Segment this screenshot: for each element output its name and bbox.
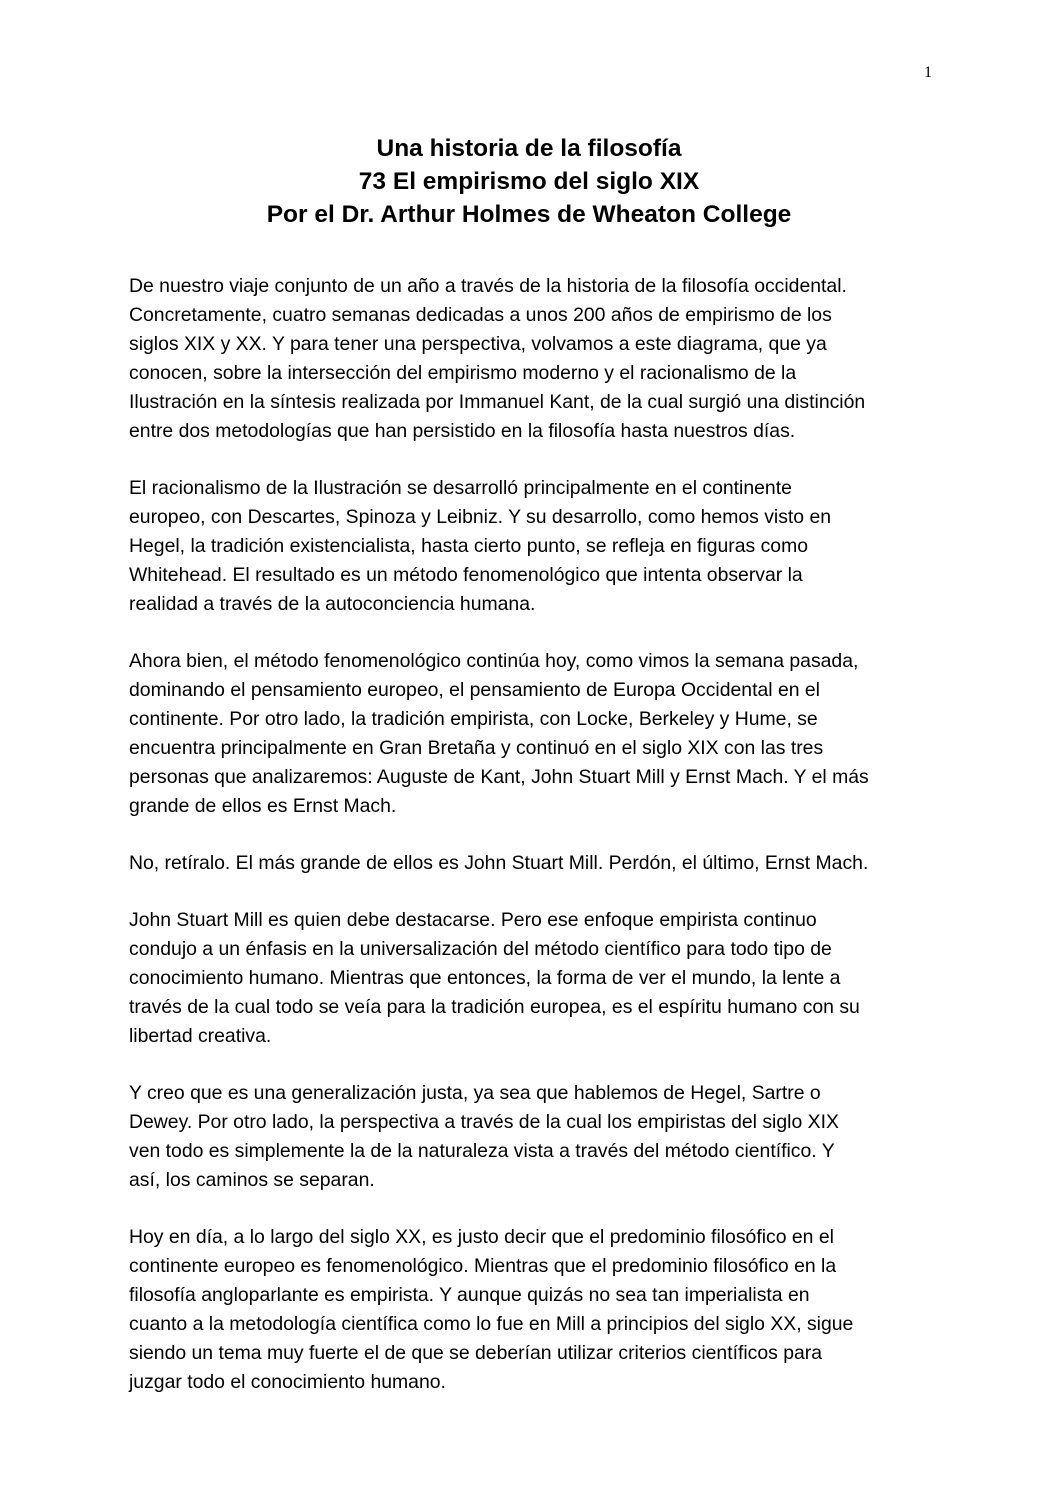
title-author: Por el Dr. Arthur Holmes de Wheaton College <box>266 201 792 228</box>
text-line: siendo un tema muy fuerte el de que se deberían utilizar criterios científicos para <box>129 1342 823 1364</box>
text-line: conocimiento humano. Mientras que entonces, la forma de ver el mundo, la lente a <box>129 967 841 989</box>
text-line: así, los caminos se separan. <box>129 1169 375 1191</box>
text-line: personas que analizaremos: Auguste de Kant, John Stuart Mill y Ernst Mach. Y el más <box>129 766 869 788</box>
text-line: Hegel, la tradición existencialista, hasta cierto punto, se refleja en figuras como <box>129 535 809 557</box>
document-body <box>129 272 934 1425</box>
text-line: continente europeo es fenomenológico. Mientras que el predominio filosófico en la <box>129 1255 837 1277</box>
paragraph-7 <box>129 1223 934 1397</box>
paragraph-4 <box>129 849 934 878</box>
text-line: Concretamente, cuatro semanas dedicadas a unos 200 años de empirismo de los <box>129 304 832 326</box>
title-lecture: 73 El empirismo del siglo XIX <box>358 168 700 195</box>
text-line: continente. Por otro lado, la tradición empirista, con Locke, Berkeley y Hume, se <box>129 708 818 730</box>
text-line: europeo, con Descartes, Spinoza y Leibniz. Y su desarrollo, como hemos visto en <box>129 506 832 528</box>
text-line: cuanto a la metodología científica como lo fue en Mill a principios del siglo XX, sigue <box>129 1313 854 1335</box>
text-line: condujo a un énfasis en la universalización del método científico para todo tipo de <box>129 938 832 960</box>
text-line: través de la cual todo se veía para la tradición europea, es el espíritu humano con su <box>129 996 860 1018</box>
text-line: juzgar todo el conocimiento humano. <box>129 1371 446 1393</box>
text-line: No, retíralo. El más grande de ellos es John Stuart Mill. Perdón, el último, Ernst Mach. <box>129 852 869 874</box>
text-line: Dewey. Por otro lado, la perspectiva a través de la cual los empiristas del siglo XIX <box>129 1111 839 1133</box>
text-line: entre dos metodologías que han persistido en la filosofía hasta nuestros días. <box>129 420 796 442</box>
text-line: Ilustración en la síntesis realizada por Immanuel Kant, de la cual surgió una distinción <box>129 391 866 413</box>
text-line: Y creo que es una generalización justa, ya sea que hablemos de Hegel, Sartre o <box>129 1082 821 1104</box>
text-line: Whitehead. El resultado es un método fenomenológico que intenta observar la <box>129 564 803 586</box>
text-line: conocen, sobre la intersección del empirismo moderno y el racionalismo de la <box>129 362 797 384</box>
paragraph-1 <box>129 272 934 446</box>
text-line: filosofía angloparlante es empirista. Y aunque quizás no sea tan imperialista en <box>129 1284 810 1306</box>
text-line: libertad creativa. <box>129 1025 272 1047</box>
text-line: El racionalismo de la Ilustración se desarrolló principalmente en el continente <box>129 477 792 499</box>
text-line: encuentra principalmente en Gran Bretaña y continuó en el siglo XIX con las tres <box>129 737 824 759</box>
paragraph-6 <box>129 1079 934 1195</box>
paragraph-2 <box>129 474 934 619</box>
text-line: John Stuart Mill es quien debe destacarse. Pero ese enfoque empirista continuo <box>129 909 817 931</box>
title-series: Una historia de la filosofía <box>376 135 682 162</box>
text-line: Ahora bien, el método fenomenológico continúa hoy, como vimos la semana pasada, <box>129 650 859 672</box>
paragraph-3 <box>129 647 934 821</box>
text-line: De nuestro viaje conjunto de un año a través de la historia de la filosofía occidental. <box>129 275 847 297</box>
page-number: 1 <box>924 64 932 81</box>
text-line: siglos XIX y XX. Y para tener una perspectiva, volvamos a este diagrama, que ya <box>129 333 827 355</box>
text-line: grande de ellos es Ernst Mach. <box>129 795 397 817</box>
text-line: ven todo es simplemente la de la naturaleza vista a través del método científico. Y <box>129 1140 835 1162</box>
paragraph-5 <box>129 906 934 1051</box>
text-line: dominando el pensamiento europeo, el pensamiento de Europa Occidental en el <box>129 679 820 701</box>
text-line: realidad a través de la autoconciencia humana. <box>129 593 536 615</box>
document-title <box>0 132 1058 231</box>
text-line: Hoy en día, a lo largo del siglo XX, es justo decir que el predominio filosófico en el <box>129 1226 834 1248</box>
